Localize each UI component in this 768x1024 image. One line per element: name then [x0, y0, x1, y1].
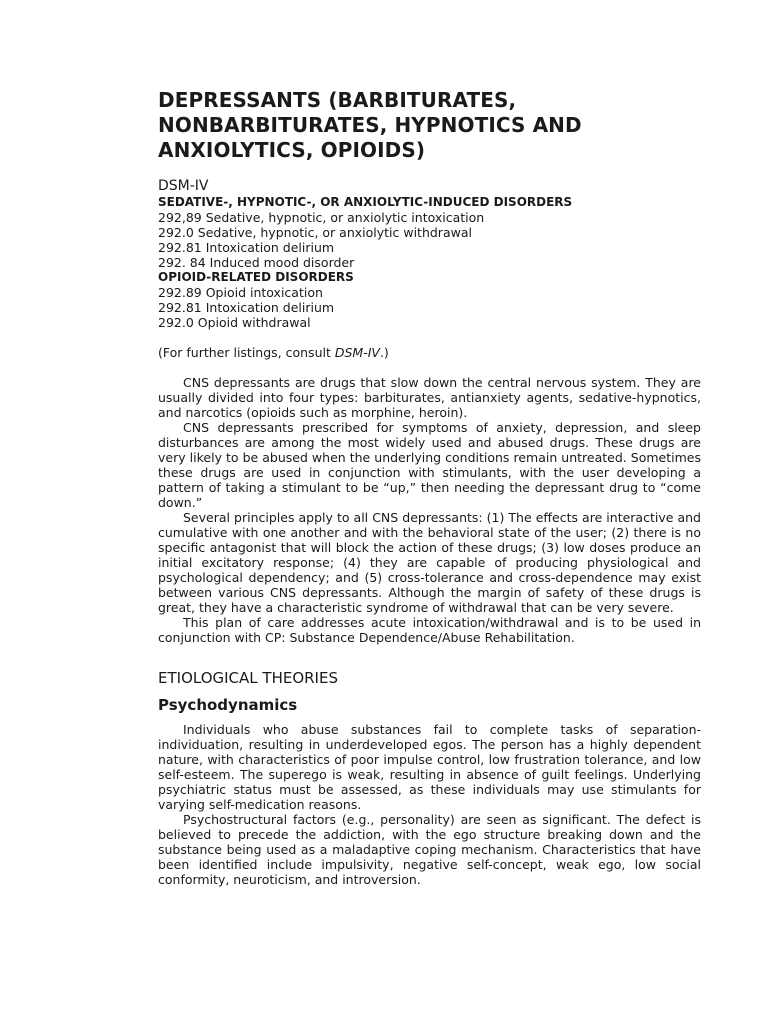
code-line: 292.0 Opioid withdrawal	[158, 315, 311, 330]
consult-italic: DSM-IV	[334, 345, 380, 360]
consult-note	[158, 345, 701, 360]
paragraph: Psychostructural factors (e.g., personality) are seen as significant. The defect is believed to precede the addiction, with the ego structure breaking down and the substance being used as a maladaptive coping mechanism. Characteristics that have been identified include impulsivity, negative self-concept, weak ego, low social conformity, neuroticism, and introversion.	[158, 812, 701, 887]
consult-prefix: (For further listings, consult	[158, 345, 335, 360]
etiology-section	[158, 722, 701, 887]
intro-section	[158, 375, 701, 645]
paragraph: Individuals who abuse substances fail to complete tasks of separation-individuation, resulting in underdeveloped egos. The person has a highly dependent nature, with characteristics of poor impulse control, low frustration tolerance, and low self-esteem. The superego is weak, resulting in absence of guilt feelings. Underlying psychiatric status must be assessed, as these individuals may use stimulants for varying self-medication reasons.	[158, 722, 701, 812]
page-title: DEPRESSANTS (BARBITURATES, NONBARBITURATES, HYPNOTICS AND ANXIOLYTICS, OPIOIDS)	[158, 88, 582, 162]
group-heading-opioid: OPIOID-RELATED DISORDERS	[158, 270, 354, 284]
group-heading-sedative: SEDATIVE-, HYPNOTIC-, OR ANXIOLYTIC-INDUCED DISORDERS	[158, 195, 573, 209]
code-line: 292,89 Sedative, hypnotic, or anxiolytic intoxication	[158, 210, 485, 225]
section-heading-etiological-theories: ETIOLOGICAL THEORIES	[158, 669, 338, 687]
code-line: 292.81 Intoxication delirium	[158, 240, 335, 255]
subsection-heading-psychodynamics: Psychodynamics	[158, 696, 298, 714]
code-line: 292.0 Sedative, hypnotic, or anxiolytic withdrawal	[158, 225, 472, 240]
paragraph: CNS depressants prescribed for symptoms of anxiety, depression, and sleep disturbances are among the most widely used and abused drugs. These drugs are very likely to be abused when the underlying conditions remain untreated. Sometimes these drugs are used in conjunction with stimulants, with the user developing a pattern of taking a stimulant to be “up,” then needing the depressant drug to “come down.”	[158, 420, 701, 510]
paragraph: Several principles apply to all CNS depressants: (1) The effects are interactive and cumulative with one another and with the behavioral state of the user; (2) there is no specific antagonist that will block the action of these drugs; (3) low doses produce an initial excitatory response; (4) they are capable of producing physiological and psychological dependency; and (5) cross-tolerance and cross-dependence may exist between various CNS depressants. Although the margin of safety of these drugs is great, they have a characteristic syndrome of withdrawal that can be very severe.	[158, 510, 701, 615]
code-line: 292.89 Opioid intoxication	[158, 285, 323, 300]
code-line: 292. 84 Induced mood disorder	[158, 255, 355, 270]
document-page	[158, 88, 701, 887]
paragraph: This plan of care addresses acute intoxication/withdrawal and is to be used in conjunction with CP: Substance Dependence/Abuse Rehabilitation.	[158, 615, 701, 645]
dsm-label: DSM-IV	[158, 178, 209, 194]
code-line: 292.81 Intoxication delirium	[158, 300, 335, 315]
consult-suffix: .)	[379, 345, 389, 360]
paragraph: CNS depressants are drugs that slow down the central nervous system. They are usually divided into four types: barbiturates, antianxiety agents, sedative-hypnotics, and narcotics (opioids such as morphine, heroin).	[158, 375, 701, 420]
